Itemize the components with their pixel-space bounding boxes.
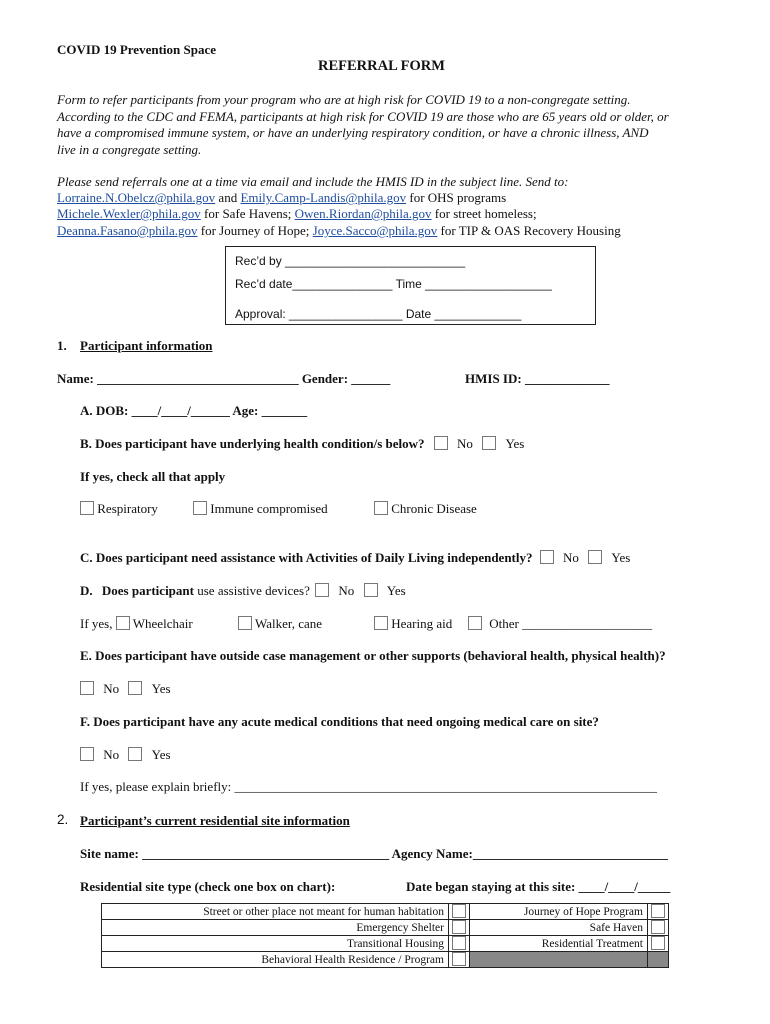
condition-immune: Immune compromised [193, 501, 328, 517]
checkbox-chronic-disease[interactable] [374, 501, 388, 515]
email-link-camp-landis[interactable]: Emily.Camp-Landis@phila.gov [240, 190, 407, 205]
checkbox-e-yes[interactable] [128, 681, 142, 695]
site-type-residential-treatment: Residential Treatment [469, 936, 647, 952]
table-row [102, 952, 669, 968]
approval-field[interactable]: Approval: _________________ Date _____________ [235, 307, 522, 321]
received-date-field[interactable]: Rec’d date_______________ Time ___________________ [235, 277, 552, 291]
if-yes-devices-label: If yes, Wheelchair [80, 616, 193, 631]
site-type-street: Street or other place not meant for human habitation [102, 904, 449, 920]
site-type-behavioral-health: Behavioral Health Residence / Program [102, 952, 449, 968]
checkbox-emergency-shelter[interactable] [452, 920, 466, 934]
section1-number: 1. [57, 338, 67, 353]
checkbox-journey-of-hope[interactable] [651, 904, 665, 918]
hmis-id-field[interactable]: HMIS ID: _____________ [465, 371, 610, 386]
checkbox-other-device[interactable] [468, 616, 482, 630]
checkbox-d-yes[interactable] [364, 583, 378, 597]
explain-field[interactable]: If yes, please explain briefly: _________________________________________________________________ [80, 779, 657, 794]
received-by-field[interactable]: Rec’d by ___________________________ [235, 254, 466, 268]
device-walker: Walker, cane [238, 616, 322, 632]
checkbox-b-yes[interactable] [482, 436, 496, 450]
checkbox-walker-cane[interactable] [238, 616, 252, 630]
question-e-options: No Yes [80, 681, 171, 697]
shaded-cell [648, 952, 669, 968]
date-began-field[interactable]: Date began staying at this site: ____/____/_____ [406, 879, 671, 894]
checkbox-c-yes[interactable] [588, 550, 602, 564]
site-type-safe-haven: Safe Haven [469, 920, 647, 936]
email-link-wexler[interactable]: Michele.Wexler@phila.gov [57, 206, 201, 221]
site-type-label: Residential site type (check one box on chart): [80, 879, 336, 894]
condition-chronic: Chronic Disease [374, 501, 477, 517]
device-hearing-aid: Hearing aid [374, 616, 452, 632]
checkbox-respiratory[interactable] [80, 501, 94, 515]
form-title: REFERRAL FORM [318, 58, 445, 74]
question-d: D. Does participant use assistive devices? No Yes [80, 583, 406, 598]
checkbox-wheelchair[interactable] [116, 616, 130, 630]
checkbox-hearing-aid[interactable] [374, 616, 388, 630]
checkbox-c-no[interactable] [540, 550, 554, 564]
question-c: C. Does participant need assistance with Activities of Daily Living independently? No Yes [80, 550, 631, 565]
condition-respiratory: Respiratory [80, 501, 158, 517]
checkbox-immune-compromised[interactable] [193, 501, 207, 515]
dob-age-field[interactable]: A. DOB: ____/____/______ Age: _______ [80, 403, 308, 418]
email-link-sacco[interactable]: Joyce.Sacco@phila.gov [312, 223, 438, 238]
section2-title: Participant’s current residential site information [80, 813, 350, 828]
name-gender-field[interactable]: Name: _______________________________ Gender: ______ [57, 371, 391, 386]
question-b: B. Does participant have underlying health condition/s below? No Yes [80, 436, 525, 451]
table-row [102, 936, 669, 952]
checkbox-residential-treatment[interactable] [651, 936, 665, 950]
device-other: Other ____________________ [468, 616, 652, 632]
question-f: F. Does participant have any acute medical conditions that need ongoing medical care on site? [80, 714, 599, 729]
email-link-fasano[interactable]: Deanna.Fasano@phila.gov [57, 223, 198, 238]
email-link-obelcz[interactable]: Lorraine.N.Obelcz@phila.gov [57, 190, 216, 205]
checkbox-d-no[interactable] [315, 583, 329, 597]
site-type-table [101, 903, 669, 968]
checkbox-behavioral-health[interactable] [452, 952, 466, 966]
section2-number: 2. [57, 812, 69, 827]
checkbox-b-no[interactable] [434, 436, 448, 450]
checkbox-street[interactable] [452, 904, 466, 918]
office-use-box [225, 246, 596, 325]
if-yes-check-label: If yes, check all that apply [80, 469, 226, 484]
site-type-emergency-shelter: Emergency Shelter [102, 920, 449, 936]
checkbox-safe-haven[interactable] [651, 920, 665, 934]
checkbox-f-yes[interactable] [128, 747, 142, 761]
site-agency-field[interactable]: Site name: ______________________________________ Agency Name:______________________________ [80, 846, 668, 861]
email-link-riordan[interactable]: Owen.Riordan@phila.gov [294, 206, 432, 221]
organization-label: COVID 19 Prevention Space [57, 42, 217, 57]
question-e: E. Does participant have outside case management or other supports (behavioral health, physical health)? [80, 648, 666, 663]
section1-title: Participant information [80, 338, 213, 353]
table-row [102, 904, 669, 920]
site-type-transitional-housing: Transitional Housing [102, 936, 449, 952]
checkbox-transitional-housing[interactable] [452, 936, 466, 950]
checkbox-e-no[interactable] [80, 681, 94, 695]
table-row [102, 920, 669, 936]
site-type-journey-of-hope: Journey of Hope Program [469, 904, 647, 920]
shaded-cell [469, 952, 647, 968]
checkbox-f-no[interactable] [80, 747, 94, 761]
question-f-options: No Yes [80, 747, 171, 763]
